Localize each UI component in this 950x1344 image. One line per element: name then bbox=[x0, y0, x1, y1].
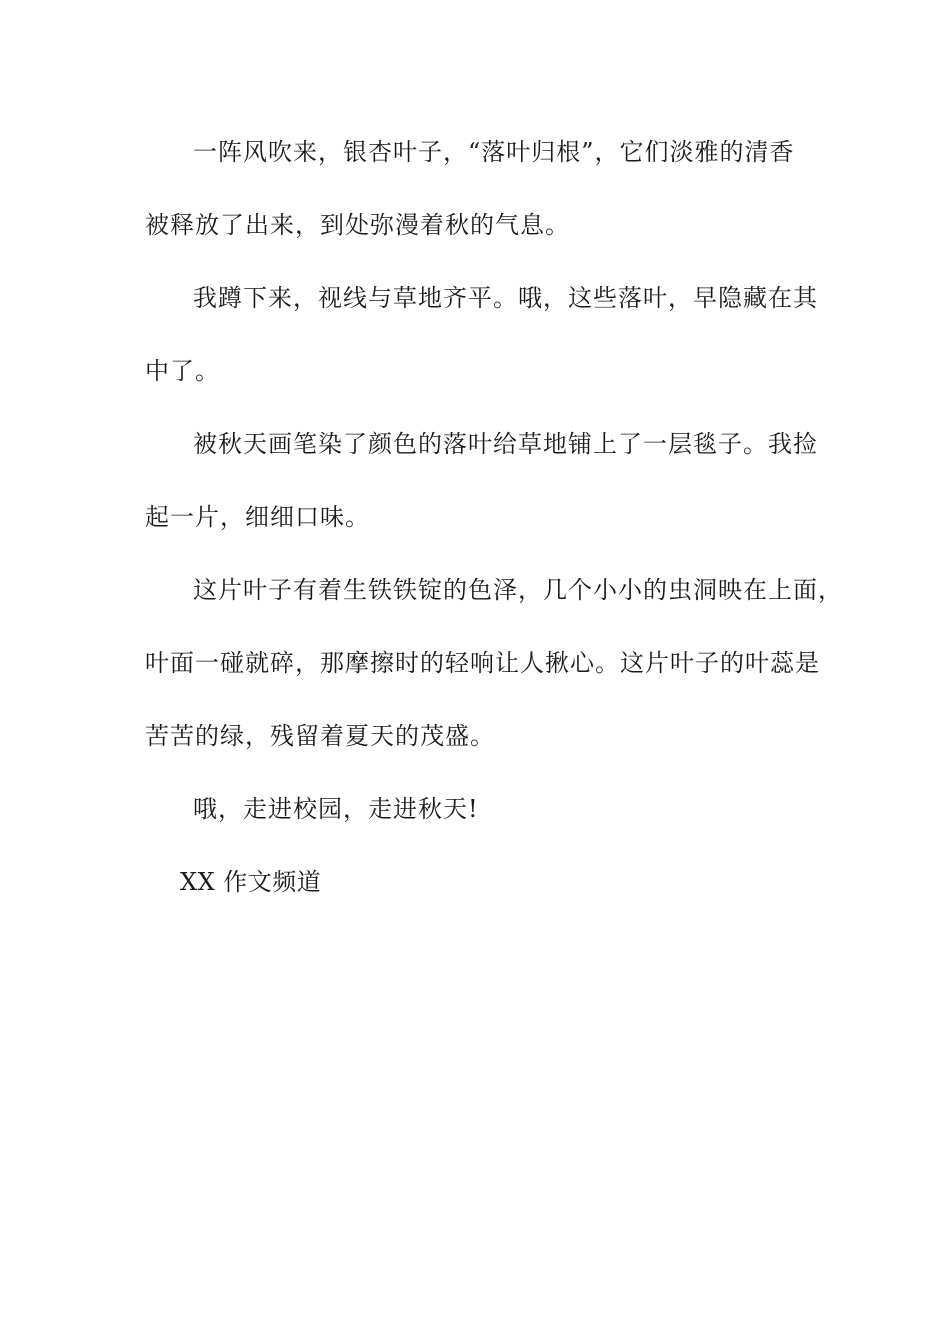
paragraph-4-line-1: 这片叶子有着生铁铁锭的色泽，几个小小的虫洞映在上面， bbox=[193, 576, 843, 604]
essay-body bbox=[145, 128, 843, 931]
footer-source: XX 作文频道 bbox=[180, 868, 322, 896]
paragraph-5-line-1: 哦，走进校园，走进秋天! bbox=[193, 795, 479, 823]
paragraph-3-line-1: 被秋天画笔染了颜色的落叶给草地铺上了一层毯子。我捡 bbox=[193, 430, 818, 458]
paragraph-1-line-1: 一阵风吹来，银杏叶子，“落叶归根”，它们淡雅的清香 bbox=[193, 138, 795, 166]
paragraph-1-line-2: 被释放了出来，到处弥漫着秋的气息。 bbox=[145, 211, 570, 239]
paragraph-4-line-2: 叶面一碰就碎，那摩擦时的轻响让人揪心。这片叶子的叶蕊是 bbox=[145, 649, 820, 677]
paragraph-3-line-2: 起一片，细细口味。 bbox=[145, 503, 370, 531]
paragraph-2-line-2: 中了。 bbox=[145, 357, 220, 385]
paragraph-4-line-3: 苦苦的绿，残留着夏天的茂盛。 bbox=[145, 722, 495, 750]
paragraph-2-line-1: 我蹲下来，视线与草地齐平。哦，这些落叶，早隐藏在其 bbox=[193, 284, 818, 312]
